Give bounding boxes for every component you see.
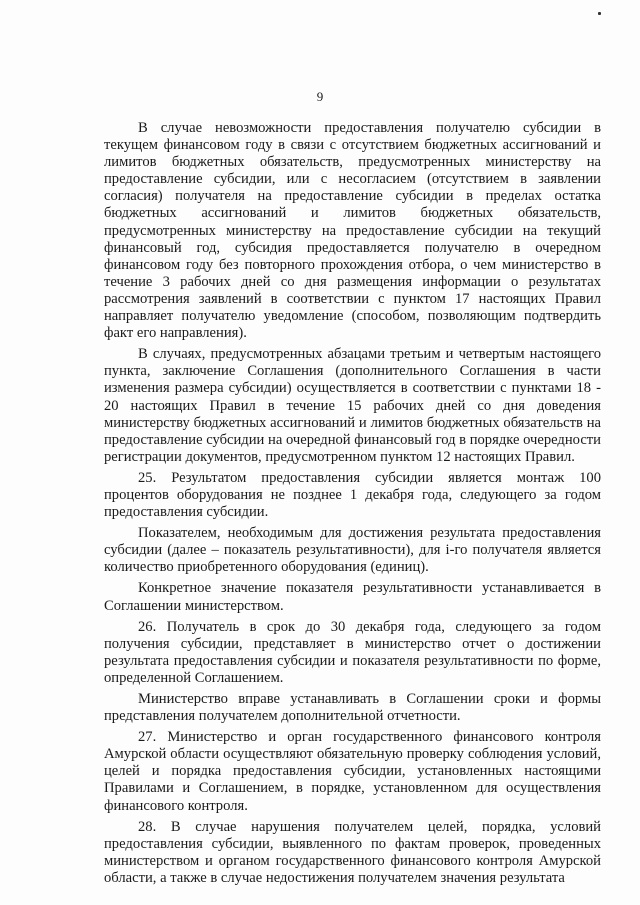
paragraph: 27. Министерство и орган государственного финансового контроля Амурской области осуществляют обязательную проверку соблюдения условий, целей и порядка предоставления субсидии, установленных настоящими Правилами и Соглашением, в порядке, установленном для осуществления финансового контроля. [104,729,601,814]
paragraph: 28. В случае нарушения получателем целей, порядка, условий предоставления субсидии, выявленного по фактам проверок, проведенных министерством и органом государственного финансового контроля Амурской области, а также в случае недостижения получателем значения результата [104,818,601,886]
paragraph: В случаях, предусмотренных абзацами третьим и четвертым настоящего пункта, заключение Соглашения (дополнительного Соглашения в части изменения размера субсидии) осуществляется в соответствии с пунктами 18 - 20 настоящих Правил в течение 15 рабочих дней со дня доведения министерству бюджетных ассигнований и лимитов бюджетных обязательств на предоставление субсидии на очередной финансовый год в порядке очередности регистрации документов, предусмотренном пунктом 12 настоящих Правил. [104,346,601,465]
paragraph: Показателем, необходимым для достижения результата предоставления субсидии (далее – показатель результативности), для i-го получателя является количество приобретенного оборудования (единиц). [104,525,601,576]
scan-speck [598,12,601,15]
paragraph: Конкретное значение показателя результативности устанавливается в Соглашении министерством. [104,580,601,614]
document-body [104,120,601,891]
paragraph: Министерство вправе устанавливать в Соглашении сроки и формы представления получателем дополнительной отчетности. [104,691,601,725]
paragraph: В случае невозможности предоставления получателю субсидии в текущем финансовом году в связи с отсутствием бюджетных ассигнований и лимитов бюджетных обязательств, предусмотренных министерству на предоставление субсидии, или с несогласием (отсутствием в заявлении согласия) получателя на предоставление субсидии в пределах остатка бюджетных ассигнований и лимитов бюджетных обязательств, предусмотренных министерству на предоставление субсидии на текущий финансовый год, субсидия предоставляется получателю в очередном финансовом году без повторного прохождения отбора, о чем министерство в течение 3 рабочих дней со дня размещения информации о результатах рассмотрения заявлений в соответствии с пунктом 17 настоящих Правил направляет получателю уведомление (способом, позволяющим подтвердить факт его направления). [104,120,601,342]
paragraph: 26. Получатель в срок до 30 декабря года, следующего за годом получения субсидии, представляет в министерство отчет о достижении результата предоставления субсидии и показателя результативности по форме, определенной Соглашением. [104,618,601,686]
paragraph: 25. Результатом предоставления субсидии является монтаж 100 процентов оборудования не позднее 1 декабря года, следующего за годом предоставления субсидии. [104,469,601,521]
page-number: 9 [316,89,324,104]
